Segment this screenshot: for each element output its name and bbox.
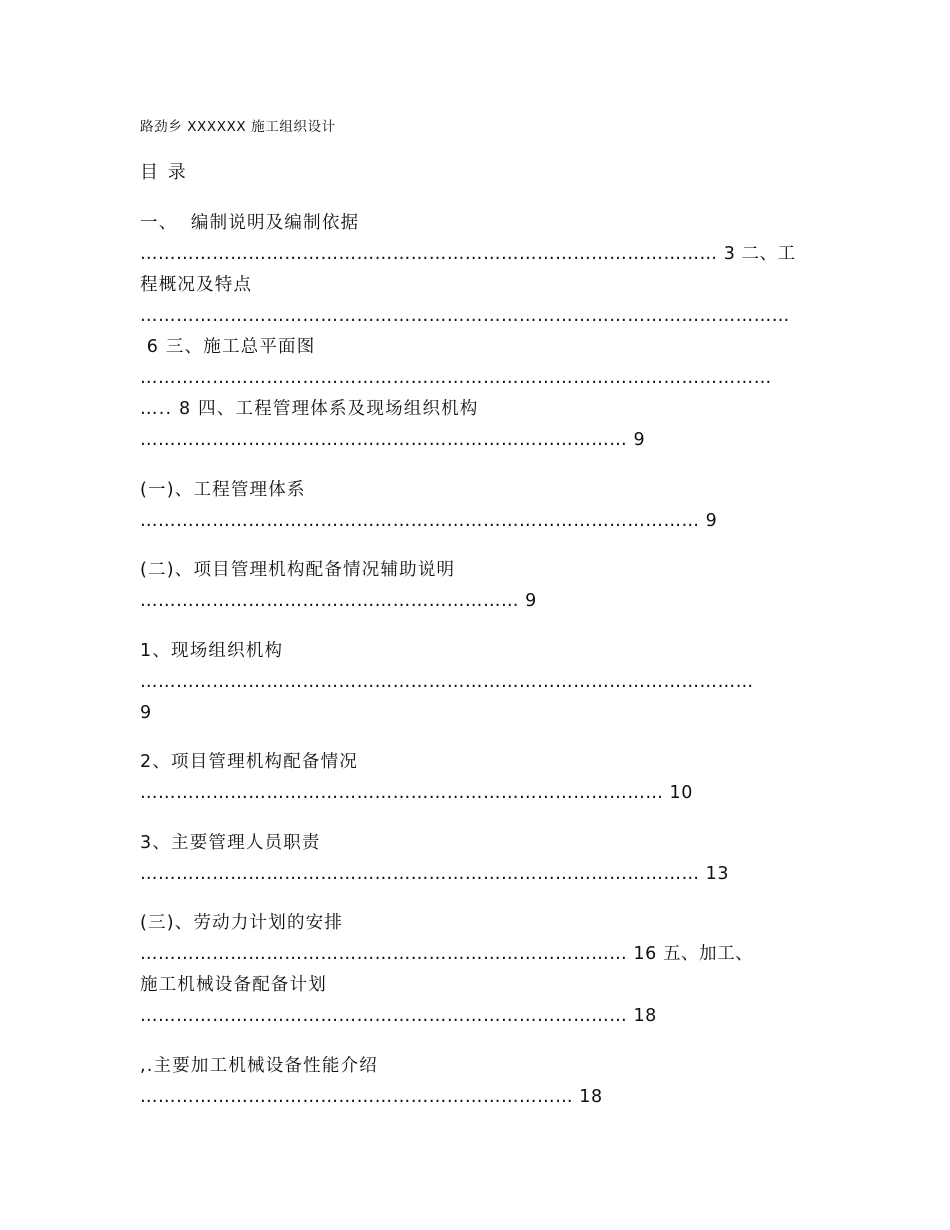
toc-line: …………………………………………………………………………… 10 [140, 783, 693, 803]
toc-line: 9 [140, 703, 153, 723]
toc-title: 目 录 [140, 162, 188, 183]
document-header: 路劲乡 XXXXXX 施工组织设计 [140, 119, 336, 135]
toc-line: 1、现场组织机构 [140, 641, 284, 661]
toc-line: ………………………………………………………………………………… 13 [140, 864, 730, 884]
toc-line: 2、项目管理机构配备情况 [140, 752, 359, 772]
toc-line: (三)、劳动力计划的安排 [140, 913, 344, 933]
toc-line: ……………………………………………………………… 18 [140, 1087, 603, 1107]
toc-line: ……………………………………………………… 9 [140, 591, 537, 611]
toc-line: ……………………………………………………………………… 9 [140, 430, 646, 450]
toc-line: ……………………………………………………………………… 16 五、加工、 [140, 944, 754, 964]
toc-line: (二)、项目管理机构配备情况辅助说明 [140, 560, 456, 580]
toc-line: ………………………………………………………………………………… 9 [140, 511, 718, 531]
toc-line: ….. 8 四、工程管理体系及现场组织机构 [140, 399, 479, 419]
toc-line: 一、 编制说明及编制依据 [140, 213, 360, 233]
toc-line: …………………………………………………………………………………… 3 二、工 [140, 244, 796, 264]
toc-line: 程概况及特点 [140, 275, 253, 295]
toc-line: ………………………………………………………………………………………… [140, 672, 754, 692]
toc-line: ……………………………………………………………………… 18 [140, 1006, 657, 1026]
toc-line: 3、主要管理人员职责 [140, 833, 321, 853]
toc-line: (一)、工程管理体系 [140, 480, 306, 500]
toc-line: 6 三、施工总平面图 [140, 337, 316, 357]
toc-line: …………………………………………………………………………………………… [140, 368, 772, 388]
toc-line: ……………………………………………………………………………………………… [140, 306, 790, 326]
toc-line: 施工机械设备配备计划 [140, 975, 327, 995]
toc-line: ,.主要加工机械设备性能介绍 [140, 1056, 378, 1076]
